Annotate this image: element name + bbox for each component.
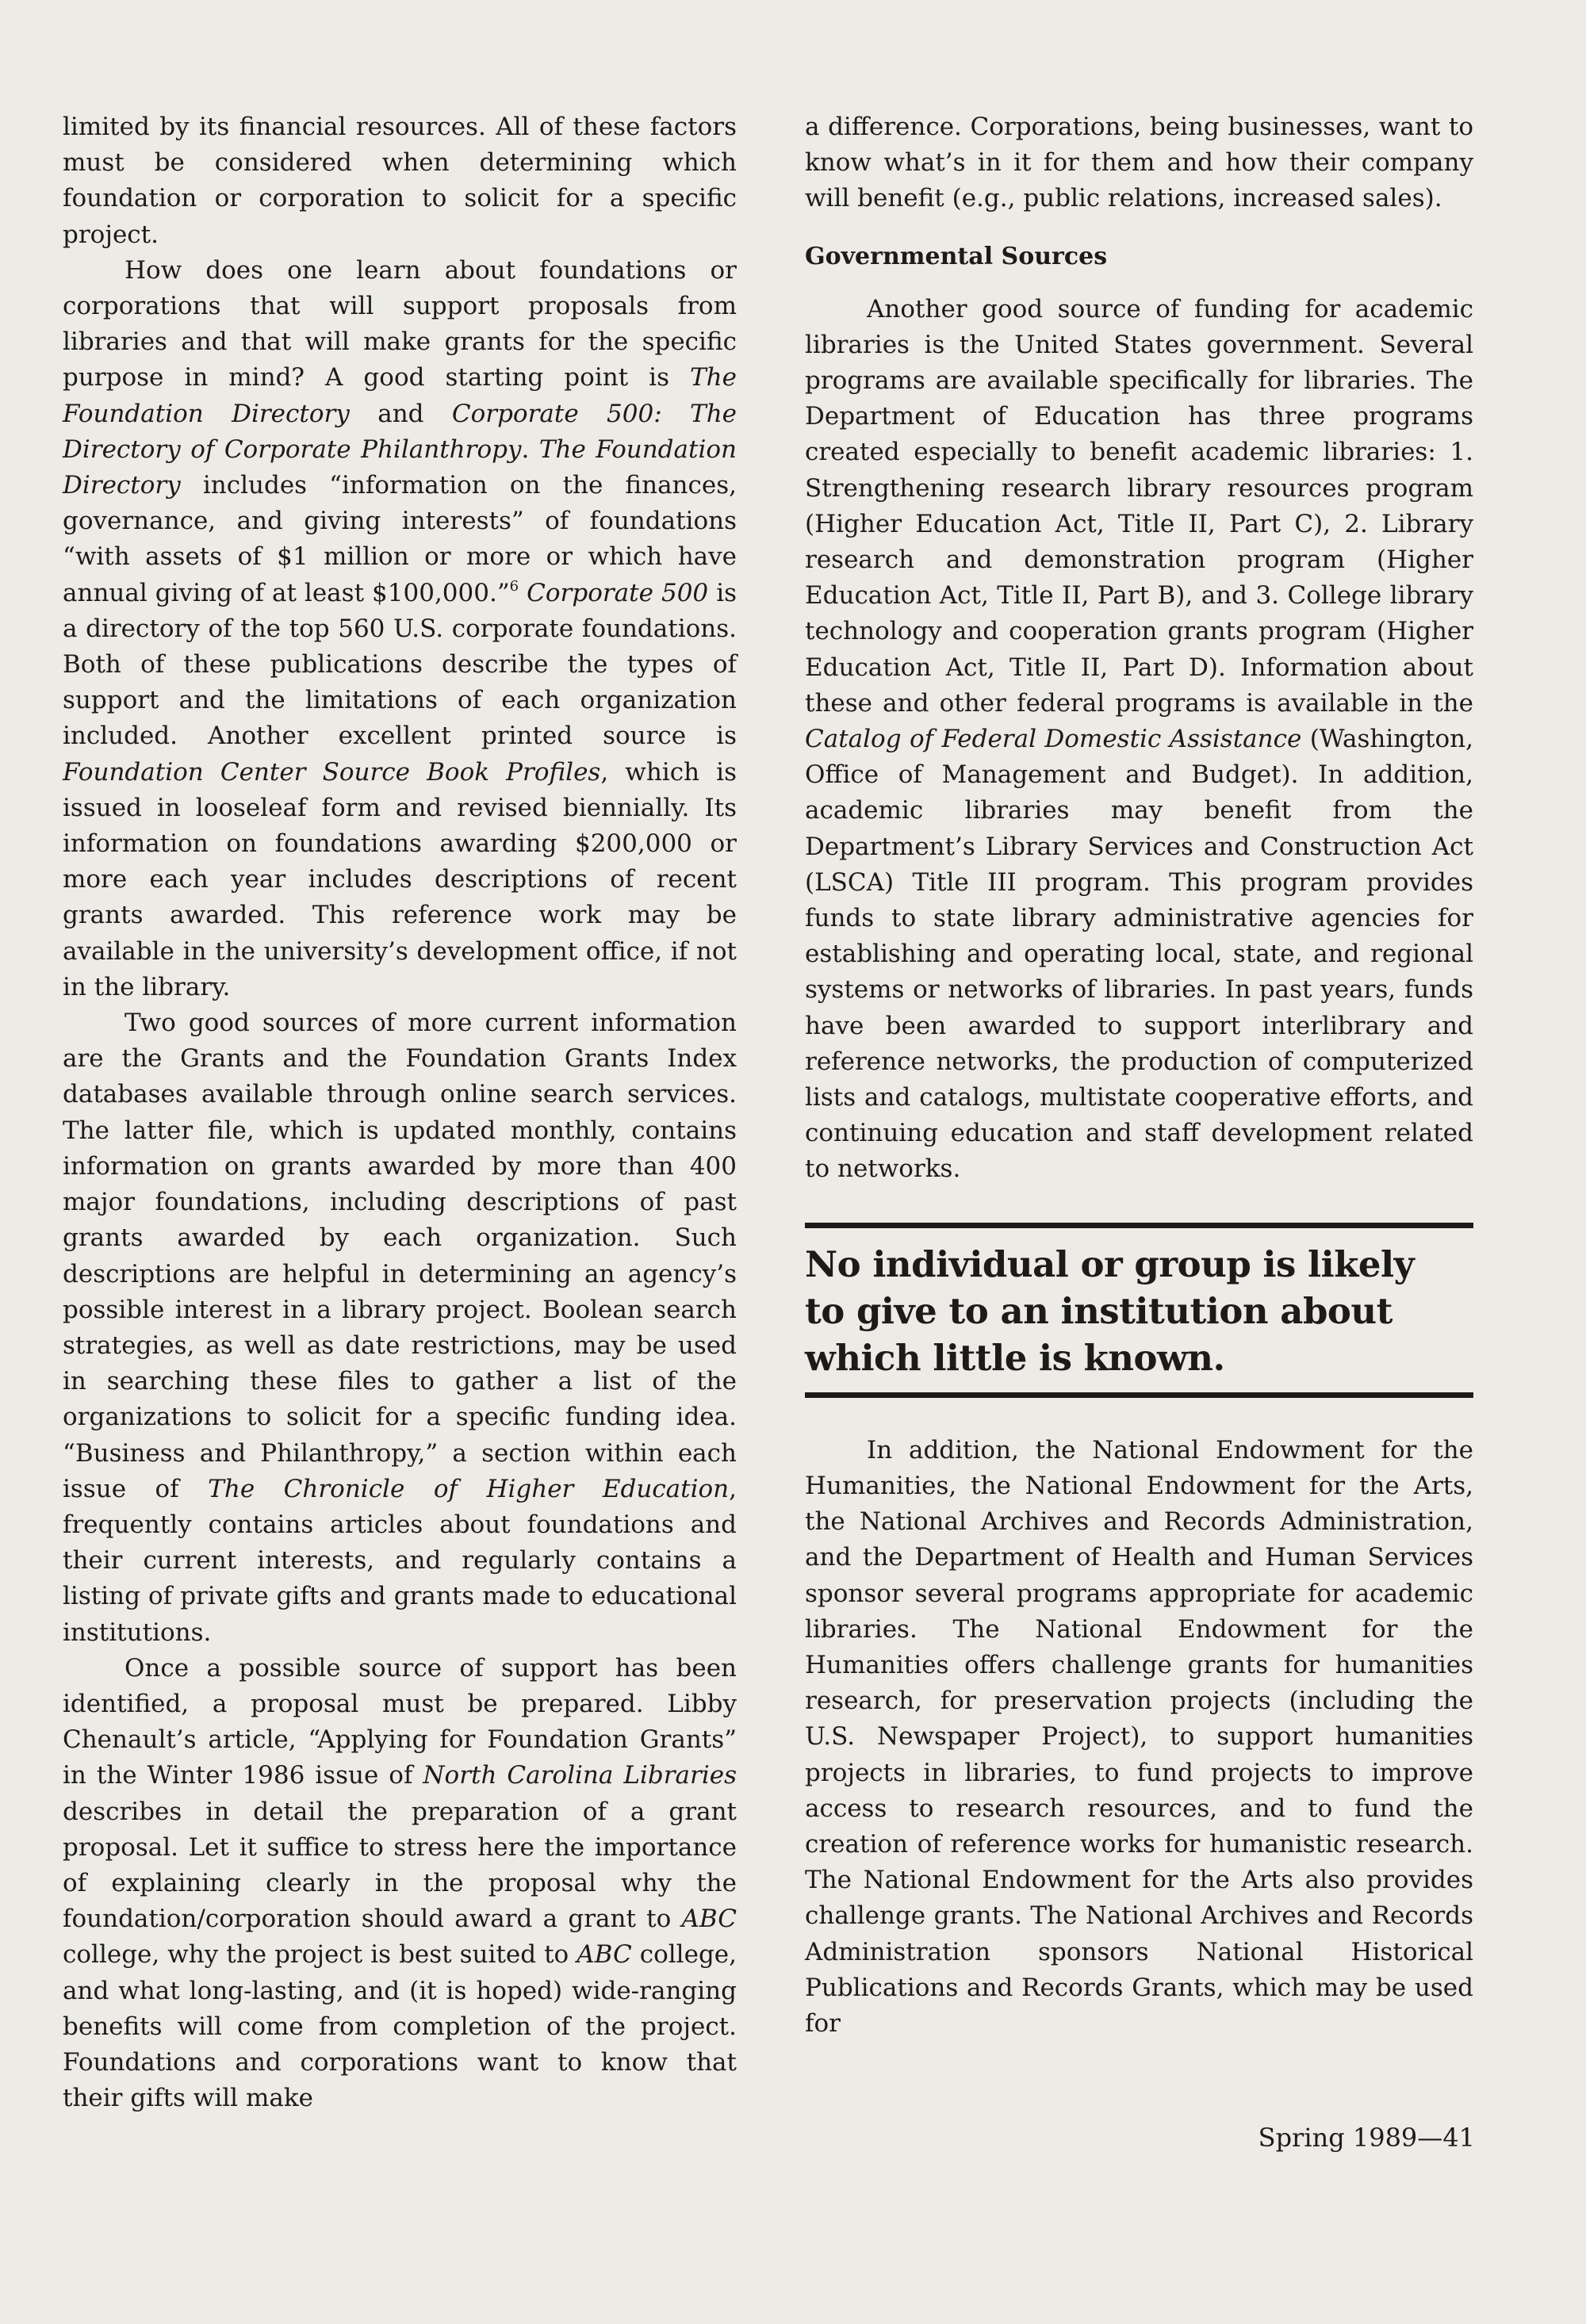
- pull-quote: [805, 1223, 1473, 1398]
- paragraph-difference: a difference. Corporations, being businesses, want to know what’s in it for them and how their company will benefit (e.g., public relations, increased sales).: [805, 113, 1473, 213]
- paragraph-factors: limited by its financial resources. All of these factors must be considered when determining which foundation or corporation to solicit for a specific project.: [63, 113, 737, 249]
- section-heading: Governmental Sources: [805, 242, 1108, 270]
- paragraph-proposal: Once a possible source of support has been identified, a proposal must be prepared. Libby Chenault’s article, “Applying for Foundation Grants” in the Winter 1986 issue of North Carolina Libraries describes in detail the preparation of a grant proposal. Let it suffice to stress here the importance of explaining clearly in the proposal why the foundation/corporation should award a grant to ABC college, why the project is best suited to ABC college, and what long-lasting, and (it is hoped) wide-ranging benefits will come from completion of the project. Foundations and corporations want to know that their gifts will make: [63, 1653, 737, 2113]
- pull-quote-line: No individual or group is likely: [805, 1242, 1415, 1285]
- pull-quote-line: which little is known.: [805, 1336, 1225, 1379]
- paragraph-online-databases: Two good sources of more current information are the Grants and the Foundation Grants Index databases available through online search services. The latter file, which is updated monthly, contains information on grants awarded by more than 400 major foundations, including descriptions of past grants awarded by each organization. Such descriptions are helpful in determining an agency’s possible interest in a library project. Boolean search strategies, as well as date restrictions, may be used in searching these files to gather a list of the organizations to solicit for a specific funding idea. “Business and Philanthropy,” a section within each issue of The Chronicle of Higher Education, frequently contains articles about foundations and their current interests, and regularly contains a listing of private gifts and grants made to educational institutions.: [63, 1009, 737, 1647]
- pull-quote-line: to give to an institution about: [805, 1289, 1393, 1332]
- paragraph-government: Another good source of funding for academic libraries is the United States government. Several programs are available specifically for libraries. The Department of Education has three programs created especially to benefit academic libraries: 1. Strengthening research library resources program (Higher Education Act, Title II, Part C), 2. Library research and demonstration program (Higher Education Act, Title II, Part B), and 3. College library technology and cooperation grants program (Higher Education Act, Title II, Part D). Information about these and other federal programs is available in the Catalog of Federal Domestic Assistance (Washington, Office of Management and Budget). In addition, academic libraries may benefit from the Department’s Library Services and Construction Act (LSCA) Title III program. This program provides funds to state library administrative agencies for establishing and operating local, state, and regional systems or networks of libraries. In past years, funds have been awarded to support interlibrary and reference networks, the production of computerized lists and catalogs, multistate cooperative efforts, and continuing education and staff development related to networks.: [805, 294, 1473, 1184]
- paragraph-endowments: In addition, the National Endowment for the Humanities, the National Endowment for the Arts, the National Archives and Records Administration, and the Department of Health and Human Services sponsor several programs appropriate for academic libraries. The National Endowment for the Humanities offers challenge grants for humanities research, for preservation projects (including the U.S. Newspaper Project), to support humanities projects in libraries, to fund projects to improve access to research resources, and to fund the creation of reference works for humanistic research. The National Endowment for the Arts also provides challenge grants. The National Archives and Records Administration sponsors National Historical Publications and Records Grants, which may be used for: [805, 1435, 1473, 2038]
- right-column: [805, 109, 1473, 2042]
- footnote-ref: 6: [509, 577, 519, 595]
- left-column: [63, 109, 737, 2116]
- page-folio: Spring 1989—41: [1258, 2123, 1475, 2153]
- paragraph-foundation-directories: How does one learn about foundations or corporations that will support proposals from libraries and that will make grants for the specific purpose in mind? A good starting point is The Foundation Directory and Corporate 500: The Directory of Corporate Philanthropy. The Foundation Directory includes “information on the finances, governance, and giving interests” of foundations “with assets of $1 million or more or which have annual giving of at least $100,000.”$^6$ Corporate 500 is a directory of the top 560 U.S. corporate foundations. Both of these publications describe the types of support and the limitations of each organization included. Another excellent printed source is Foundation Center Source Book Profiles, which is issued in looseleaf form and revised biennially. Its information on foundations awarding $200,000 or more each year includes descriptions of recent grants awarded. This reference work may be available in the university’s development office, if not in the library.: [63, 255, 737, 1001]
